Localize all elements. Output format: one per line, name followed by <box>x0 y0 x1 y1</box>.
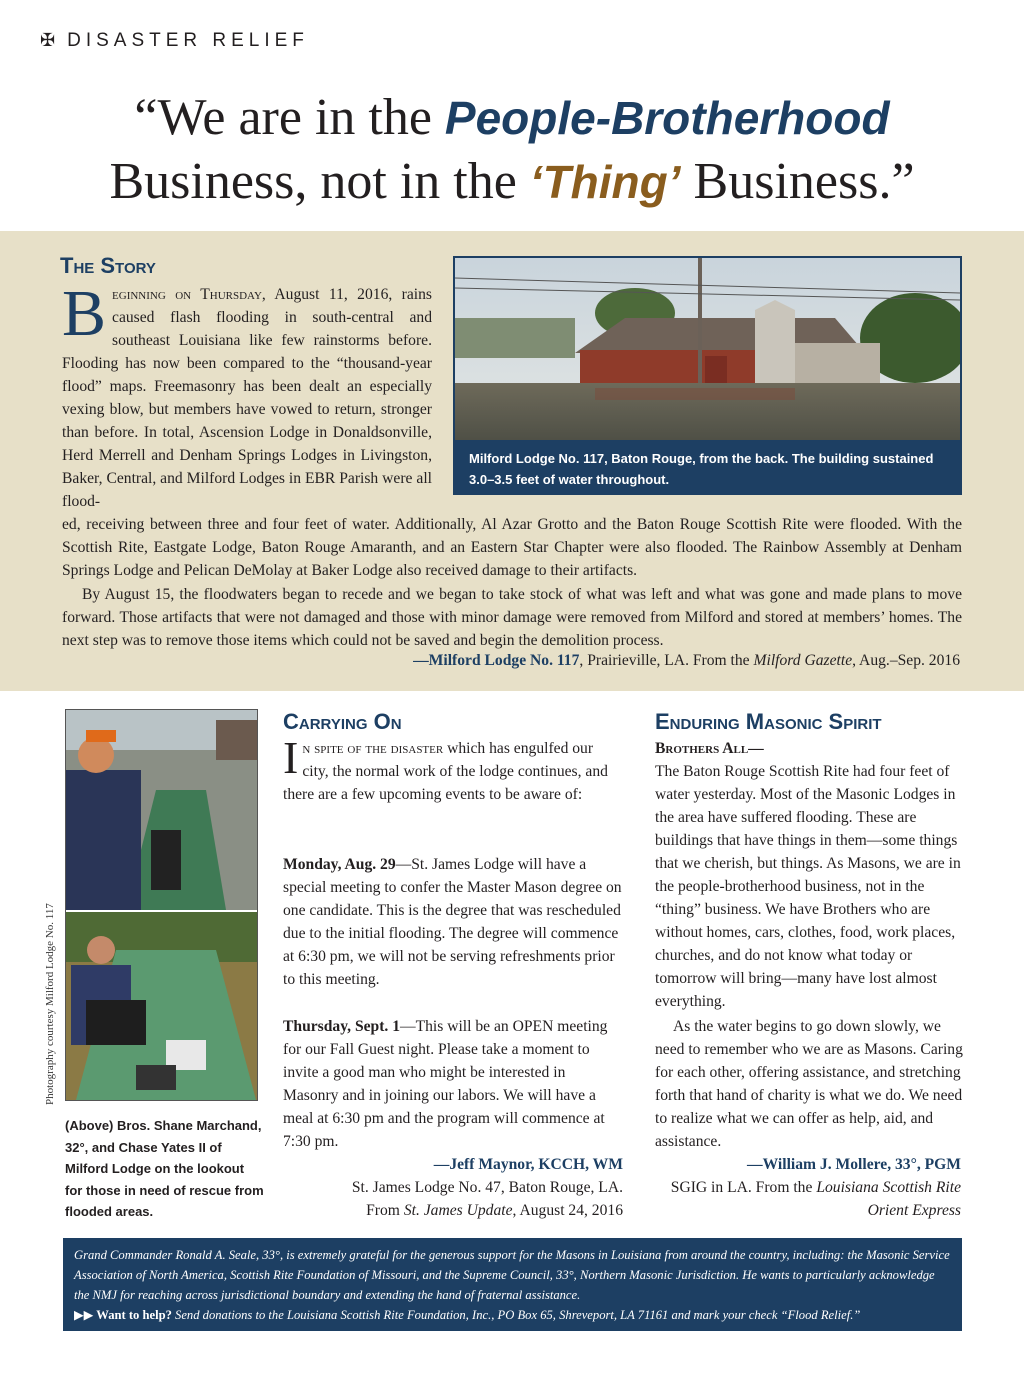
carrying-intro-text: which has engulfed our city, the normal work of the lodge continues, and there are a few upcoming events to be aware of: <box>283 740 608 803</box>
photo-credit: Photography courtesy Milford Lodge No. 117 <box>44 903 56 1105</box>
story-lead-text: August 11, 2016, rains caused flash flooding in south-central and southeast Louisiana like few rainstorms before. Flooding has now been compared to the “thousand-year flood” maps. Freemasonry has been dealt an especially vexing blow, but members have vowed to return, stronger than before. In total, Ascension Lodge in Donaldsonville, Herd Merrell and Denham Springs Lodges in Livingston, Baker, Central, and Milford Lodges in EBR Parish were all flood- <box>62 286 432 510</box>
enduring-signature <box>655 1153 961 1222</box>
headline-brand: People-Brotherhood <box>444 92 890 144</box>
rescue-boat-image <box>66 710 257 1100</box>
carrying-sig-name: —Jeff Maynor, KCCH, WM <box>433 1156 623 1173</box>
acknowledgement-box <box>63 1238 962 1331</box>
headline-mid: Business, not in the <box>109 153 530 210</box>
carrying-on-heading: Carrying On <box>283 709 402 734</box>
story-paragraph-2: By August 15, the floodwaters began to recede and we began to take stock of what was left and what was gone and made plans to move forward. Those artifacts that were not damaged and those with minor damage were removed from Milford and stored at members’ homes. The next step was to remove those items which could not be saved and begin the demolition process. <box>62 586 962 649</box>
story-lead-paragraph <box>62 277 432 513</box>
story-sig-rest: , Prairieville, LA. From the <box>579 652 754 669</box>
carrying-signature <box>283 1153 623 1222</box>
story-sig-pub: Milford Gazette <box>753 652 853 669</box>
event-thursday-text: —This will be an OPEN meeting for our Fall Guest night. Please take a moment to invite a good man who might be interested in Masonry and in joining our labors. We will have a meal at 6:30 pm and the program will commence at 7:30 pm. <box>283 1018 608 1150</box>
carrying-on-intro <box>283 732 623 806</box>
rescue-boat-photos <box>65 709 258 1101</box>
headline-close: Business.” <box>680 153 915 210</box>
headline-open: “We are in the <box>134 89 445 146</box>
event-thursday <box>283 1015 623 1153</box>
headline-thing: ‘Thing’ <box>529 156 681 208</box>
want-to-help-label: ▶▶ Want to help? <box>74 1308 172 1322</box>
acknowledgement-text: Grand Commander Ronald A. Seale, 33°, is extremely grateful for the generous support for the Masons in Louisiana from around the country, including: the Masonic Service Association of North America, Scottish Rite Foundation of Missouri, and the Supreme Council, 33°, Northern Masonic Jurisdiction. He wants to particularly acknowledge the NMJ for reaching across jurisdictional boundary and extending the hand of fraternal assistance. <box>74 1248 950 1302</box>
story-lead-smallcaps: eginning on Thursday, <box>112 286 266 303</box>
carrying-sig-date: , August 24, 2016 <box>512 1202 623 1219</box>
donation-line <box>74 1305 951 1325</box>
story-sig-name: —Milford Lodge No. 117 <box>413 652 580 669</box>
event-monday <box>283 853 623 991</box>
headline <box>0 86 1024 214</box>
enduring-sig-line2 <box>655 1176 961 1222</box>
photo-caption: Milford Lodge No. 117, Baton Rouge, from the back. The building sustained 3.0–3.5 feet of water throughout. <box>469 451 934 487</box>
enduring-paragraph-1 <box>655 737 965 1013</box>
carrying-sig-line2: St. James Lodge No. 47, Baton Rouge, LA. <box>351 1179 623 1196</box>
drop-cap: B <box>62 277 107 350</box>
carrying-sig-line3 <box>283 1199 623 1222</box>
story-continued: ed, receiving between three and four feet of water. Additionally, Al Azar Grotto and the Baton Rouge Scottish Rite were flooded. With the Scottish Rite, Eastgate Lodge, Baton Rouge Amaranth, and an Eastern Star Chapter were also flooded. The Rainbow Assembly at Denham Springs Lodge and Pelican DeMolay at Baker Lodge also received damage to their artifacts. <box>62 516 962 579</box>
event-monday-text: —St. James Lodge will have a special meeting to confer the Master Mason degree on one candidate. This is the degree that was rescheduled due to the initial flooding. The degree will commence at 6:30 pm, we will not be serving refreshments prior to this meeting. <box>283 856 622 988</box>
enduring-p1-text: The Baton Rouge Scottish Rite had four feet of water yesterday. Most of the Masonic Lodges in the area have suffered flooding. These are buildings that have things in them—some things that we cherish, but things. As Masons, we are in the people-brotherhood business, not in the “thing” business. We have Brothers who are without homes, cars, clothes, food, work places, churches, and do not know what today or tomorrow will bring—many have lost almost everything. <box>655 763 961 1010</box>
drop-cap-i: I <box>283 732 299 783</box>
enduring-sig-pub: Louisiana Scottish Rite Orient Express <box>816 1179 961 1219</box>
cross-icon: ✠ <box>40 30 56 50</box>
story-signature <box>62 652 960 670</box>
enduring-paragraph-2: As the water begins to go down slowly, we need to remember who we are as Masons. Caring for each other, offering assistance, and stretching forth that hand of charity is what we do. We need to realize what we can offer as help, aid, and assistance. <box>655 1018 963 1150</box>
event-monday-date: Monday, Aug. 29 <box>283 856 396 873</box>
flooded-building-image <box>455 258 960 440</box>
enduring-heading: Enduring Masonic Spirit <box>655 709 882 734</box>
enduring-sig-from: SGIG in LA. From the <box>670 1179 817 1196</box>
brothers-all-label: Brothers All— <box>655 740 764 757</box>
story-sig-date: , Aug.–Sep. 2016 <box>852 652 960 669</box>
event-thursday-date: Thursday, Sept. 1 <box>283 1018 400 1035</box>
carrying-smallcaps: n spite of the disaster <box>302 740 444 757</box>
carrying-sig-from: From <box>366 1202 404 1219</box>
donation-text: Send donations to the Louisiana Scottish Rite Foundation, Inc., PO Box 65, Shreveport, LA 71161 and mark your check “Flood Relief.” <box>171 1308 861 1322</box>
rescue-caption: (Above) Bros. Shane Marchand, 32°, and Chase Yates II of Milford Lodge on the lookout for those in need of rescue from flooded areas. <box>65 1118 264 1219</box>
enduring-sig-name: —William J. Mollere, 33°, PGM <box>747 1156 961 1173</box>
carrying-sig-pub: St. James Update <box>403 1202 513 1219</box>
story-heading: The Story <box>60 253 156 278</box>
section-label <box>40 30 309 52</box>
section-title: DISASTER RELIEF <box>67 30 309 51</box>
